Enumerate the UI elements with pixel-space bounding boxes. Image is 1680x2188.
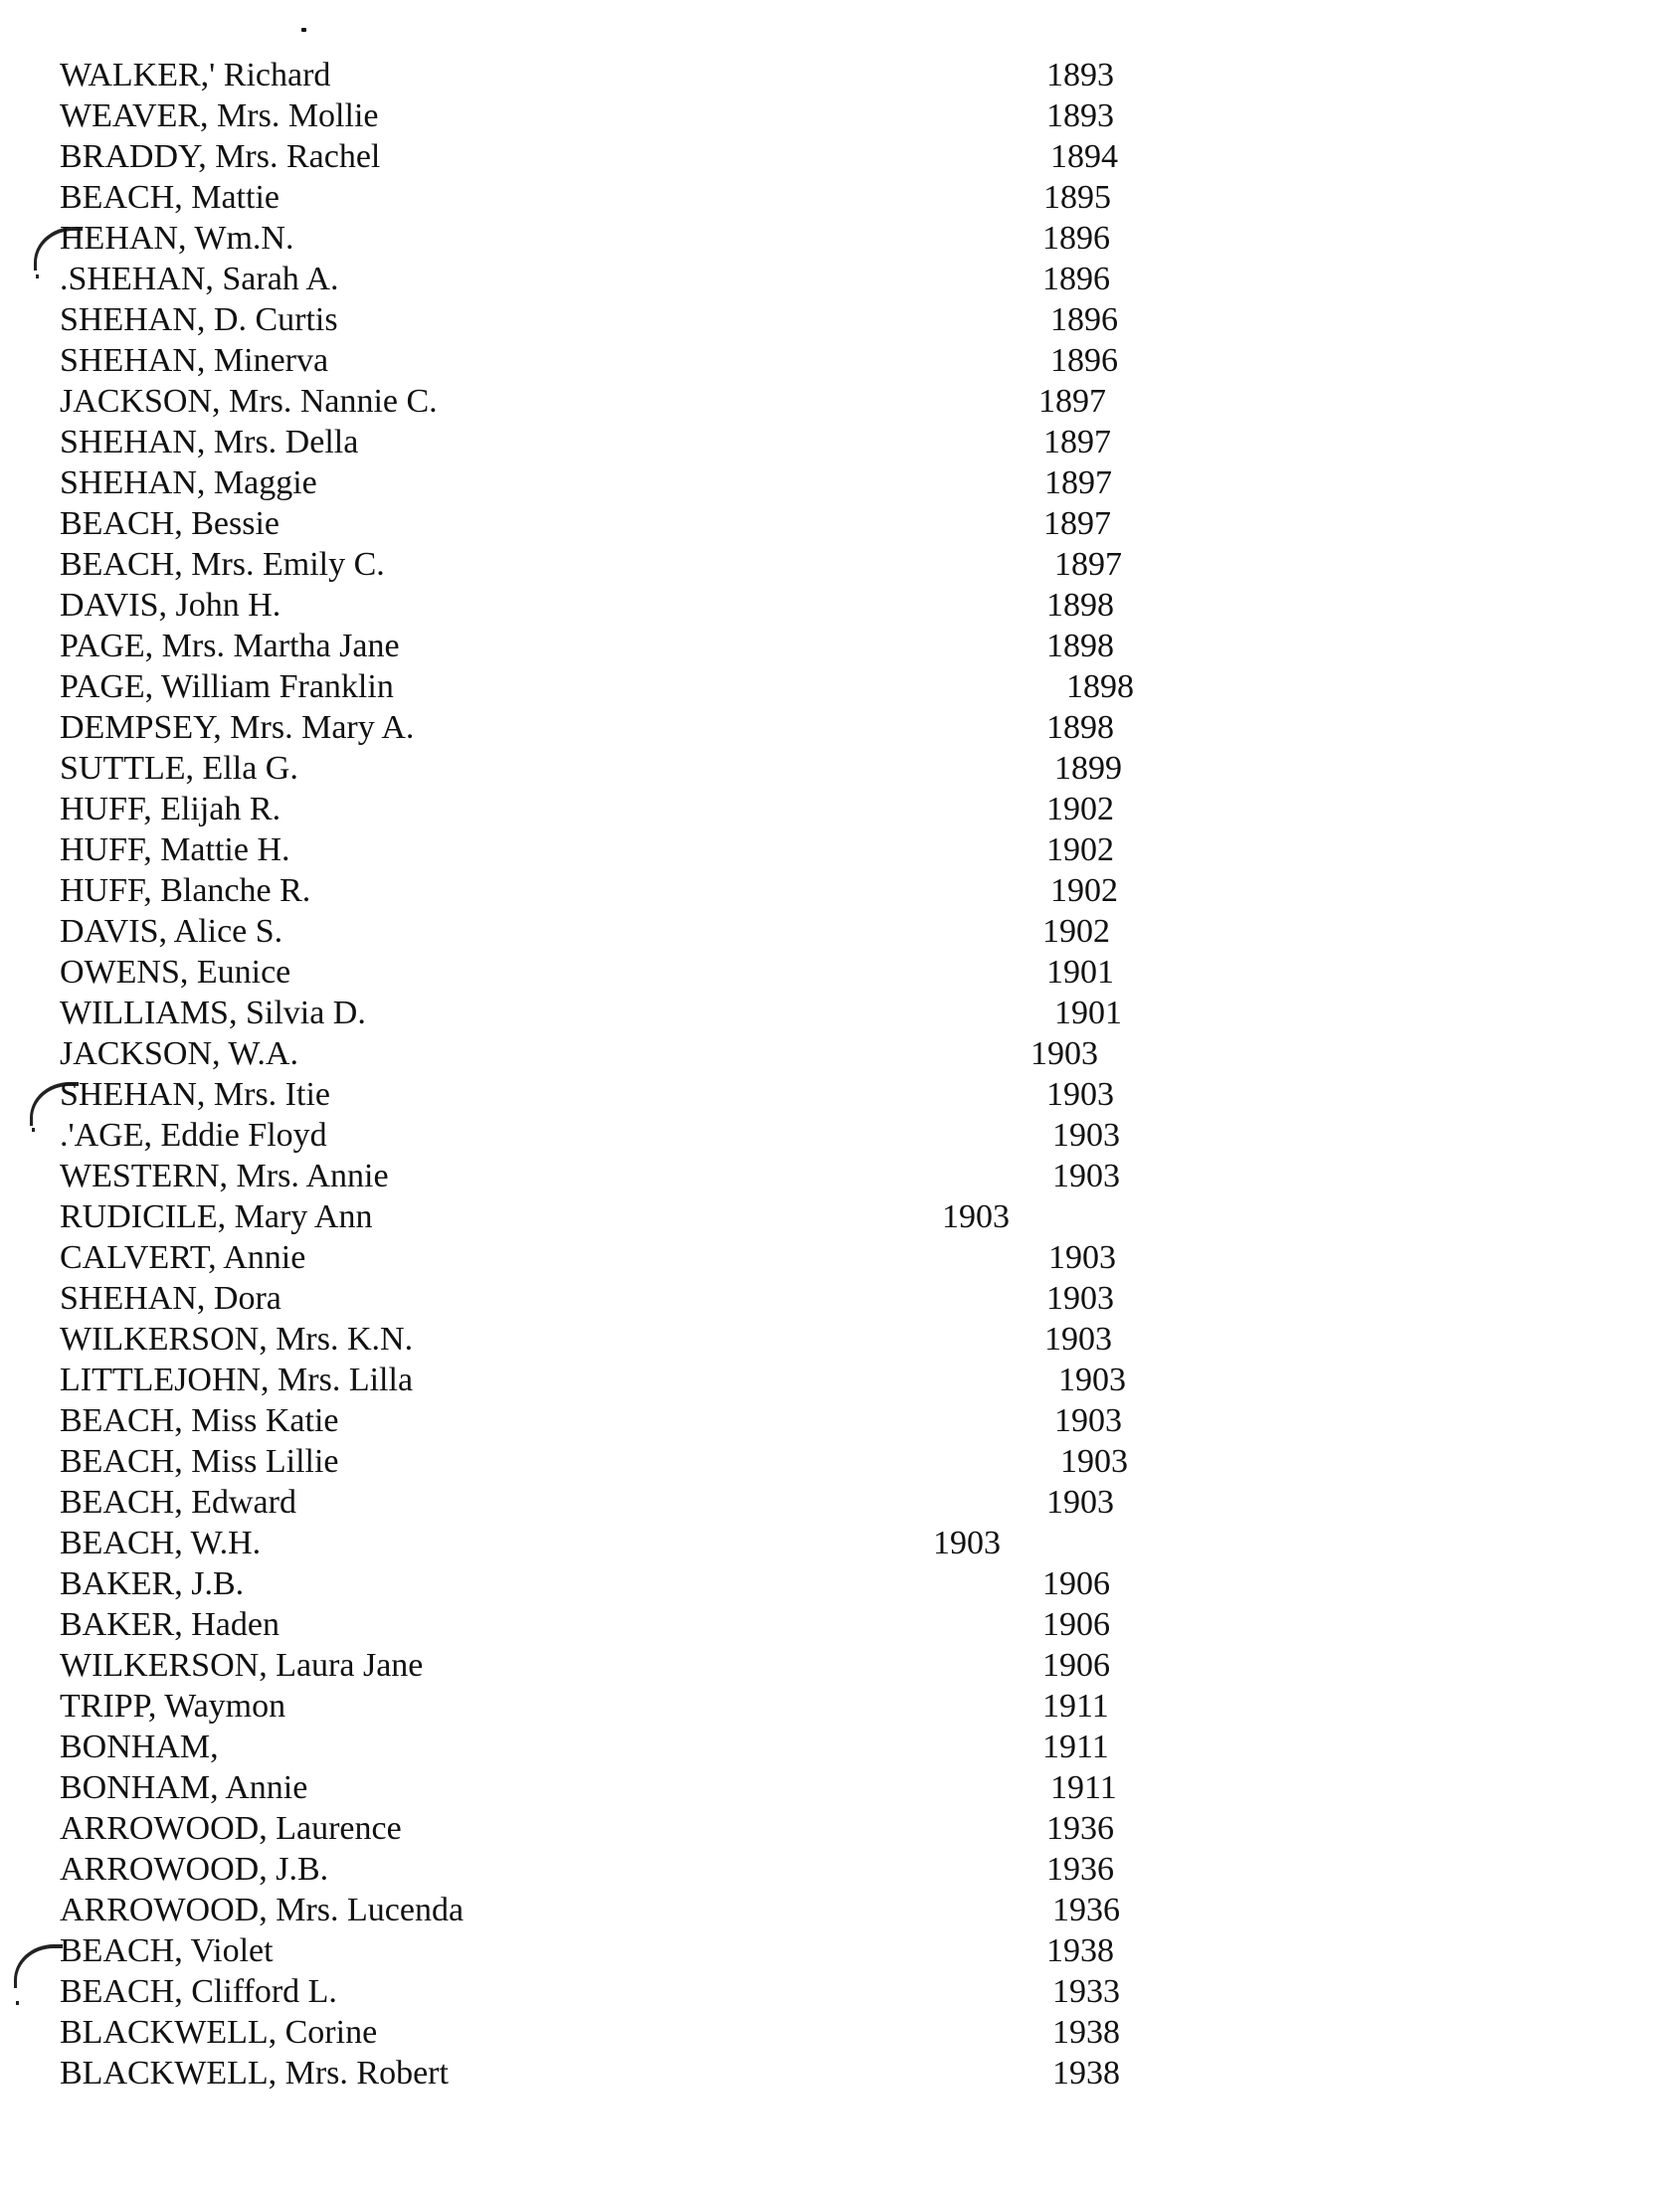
list-item [0,1849,1680,1890]
entry-year: 1911 [1042,1688,1109,1725]
entry-year: 1906 [1042,1647,1110,1684]
entry-name: BONHAM, [60,1729,219,1765]
entry-name: HUFF, Blanche R. [60,872,311,909]
list-item [0,177,1680,218]
list-item [0,2053,1680,2094]
entry-year: 1898 [1046,709,1114,746]
entry-name: ARROWOOD, Laurence [60,1810,402,1847]
list-item [0,218,1680,259]
list-item [0,95,1680,136]
entry-year: 1896 [1050,342,1118,379]
entry-year: 1903 [1046,1076,1114,1113]
entry-name: BAKER, J.B. [60,1565,245,1602]
entry-name: WILKERSON, Laura Jane [60,1647,424,1684]
entry-year: 1898 [1046,628,1114,664]
entry-name: BEACH, Miss Lillie [60,1443,339,1480]
list-item [0,829,1680,870]
entry-name: WILKERSON, Mrs. K.N. [60,1321,414,1358]
list-item [0,1645,1680,1686]
entry-year: 1897 [1044,464,1112,501]
entry-name: BEACH, Mrs. Emily C. [60,546,385,583]
list-item [0,1319,1680,1360]
entry-name: LITTLEJOHN, Mrs. Lilla [60,1362,414,1398]
entry-name: PAGE, Mrs. Martha Jane [60,628,400,664]
entry-name: DAVIS, Alice S. [60,913,283,950]
entry-name: WILLIAMS, Silvia D. [60,995,366,1031]
list-item [0,299,1680,340]
entry-name: SHEHAN, Minerva [60,342,329,379]
entry-year: 1906 [1042,1565,1110,1602]
list-item [0,340,1680,381]
list-item [0,259,1680,299]
entry-name: BLACKWELL, Corine [60,2014,378,2051]
entry-name: BEACH, W.H. [60,1525,262,1561]
list-item [0,1808,1680,1849]
list-item [0,1033,1680,1074]
list-item [0,1115,1680,1156]
entry-name: DAVIS, John H. [60,587,281,624]
entry-year: 1903 [1046,1484,1114,1521]
entry-year: 1911 [1050,1769,1117,1806]
entry-name: BEACH, Edward [60,1484,296,1521]
entry-name: DEMPSEY, Mrs. Mary A. [60,709,415,746]
entry-name: OWENS, Eunice [60,954,291,991]
entry-name: .'AGE, Eddie Floyd [60,1117,327,1154]
entry-year: 1895 [1043,179,1111,216]
entry-year: 1933 [1052,1973,1120,2010]
entry-year: 1898 [1066,668,1134,705]
list-item [0,1686,1680,1727]
entry-name: JACKSON, Mrs. Nannie C. [60,383,438,420]
list-item [0,911,1680,952]
list-item [0,1727,1680,1767]
entry-year: 1893 [1046,57,1114,93]
entry-name: BONHAM, Annie [60,1769,308,1806]
entry-year: 1902 [1046,831,1114,868]
entry-year: 1903 [1046,1280,1114,1317]
entry-year: 1938 [1046,1932,1114,1969]
entry-year: 1903 [1030,1035,1098,1072]
list-item [0,1237,1680,1278]
list-item [0,1971,1680,2012]
entry-name: HUFF, Elijah R. [60,791,281,827]
list-item [0,1890,1680,1930]
list-item [0,1563,1680,1604]
list-item [0,136,1680,177]
entry-year: 1911 [1042,1729,1109,1765]
entry-year: 1897 [1043,424,1111,460]
entry-year: 1897 [1043,505,1111,542]
entry-year: 1903 [933,1525,1001,1561]
entry-year: 1903 [1054,1402,1122,1439]
entry-year: 1936 [1046,1810,1114,1847]
list-item [0,952,1680,993]
stray-mark [301,28,306,32]
list-item [0,870,1680,911]
list-item [0,1278,1680,1319]
list-item [0,462,1680,503]
list-item [0,2012,1680,2053]
entry-name: SHEHAN, Maggie [60,464,317,501]
list-item [0,666,1680,707]
entry-year: 1903 [1052,1117,1120,1154]
entry-year: 1903 [1048,1239,1116,1276]
entry-year: 1902 [1042,913,1110,950]
entry-name: HUFF, Mattie H. [60,831,290,868]
entry-year: 1897 [1038,383,1106,420]
entry-year: 1938 [1052,2055,1120,2092]
list-item [0,748,1680,789]
list-item [0,381,1680,422]
entry-year: 1903 [942,1198,1010,1235]
entry-name: BEACH, Bessie [60,505,280,542]
list-item [0,1074,1680,1115]
list-item [0,1604,1680,1645]
list-item [0,1156,1680,1196]
list-item [0,422,1680,462]
list-item [0,544,1680,585]
entry-year: 1894 [1050,138,1118,175]
entry-year: 1896 [1042,261,1110,297]
list-item [0,1360,1680,1400]
entry-name: RUDICILE, Mary Ann [60,1198,373,1235]
entry-year: 1901 [1054,995,1122,1031]
entry-year: 1893 [1046,97,1114,134]
entry-name: BAKER, Haden [60,1606,280,1643]
entry-year: 1896 [1050,301,1118,338]
entry-name: BEACH, Mattie [60,179,280,216]
entry-name: BRADDY, Mrs. Rachel [60,138,381,175]
list-item [0,1930,1680,1971]
entry-year: 1896 [1042,220,1110,257]
entry-year: 1936 [1046,1851,1114,1888]
entry-name: SHEHAN, D. Curtis [60,301,338,338]
entry-name: SHEHAN, Mrs. Itie [60,1076,330,1113]
entry-name: BEACH, Violet [60,1932,274,1969]
entry-name: SUTTLE, Ella G. [60,750,298,787]
list-item [0,55,1680,95]
entry-year: 1902 [1046,791,1114,827]
entry-name: JACKSON, W.A. [60,1035,298,1072]
entry-year: 1899 [1054,750,1122,787]
entry-name: BEACH, Clifford L. [60,1973,337,2010]
entry-name: ARROWOOD, J.B. [60,1851,329,1888]
entry-name: WESTERN, Mrs. Annie [60,1158,389,1194]
list-item [0,1400,1680,1441]
entry-year: 1903 [1052,1158,1120,1194]
entry-name: .SHEHAN, Sarah A. [60,261,339,297]
entry-name: ARROWOOD, Mrs. Lucenda [60,1892,465,1928]
list-item [0,1767,1680,1808]
list-item [0,707,1680,748]
entry-name: BEACH, Miss Katie [60,1402,339,1439]
entry-name: HEHAN, Wm.N. [60,220,294,257]
list-item [0,585,1680,626]
list-item [0,503,1680,544]
entry-year: 1898 [1046,587,1114,624]
entry-year: 1903 [1060,1443,1128,1480]
entry-year: 1903 [1058,1362,1126,1398]
entry-name: WALKER,' Richard [60,57,331,93]
entry-name: WEAVER, Mrs. Mollie [60,97,379,134]
entry-year: 1897 [1054,546,1122,583]
list-item [0,626,1680,666]
list-item [0,1482,1680,1523]
entry-name: CALVERT, Annie [60,1239,306,1276]
entry-year: 1936 [1052,1892,1120,1928]
list-item [0,1196,1680,1237]
entry-name: BLACKWELL, Mrs. Robert [60,2055,449,2092]
entry-name: SHEHAN, Mrs. Della [60,424,359,460]
entry-name: PAGE, William Franklin [60,668,394,705]
entry-year: 1906 [1042,1606,1110,1643]
list-item [0,1523,1680,1563]
entry-year: 1902 [1050,872,1118,909]
entry-name: SHEHAN, Dora [60,1280,281,1317]
list-item [0,1441,1680,1482]
list-item [0,789,1680,829]
entry-year: 1903 [1044,1321,1112,1358]
entry-year: 1938 [1052,2014,1120,2051]
entry-year: 1901 [1046,954,1114,991]
entry-name: TRIPP, Waymon [60,1688,286,1725]
list-item [0,993,1680,1033]
